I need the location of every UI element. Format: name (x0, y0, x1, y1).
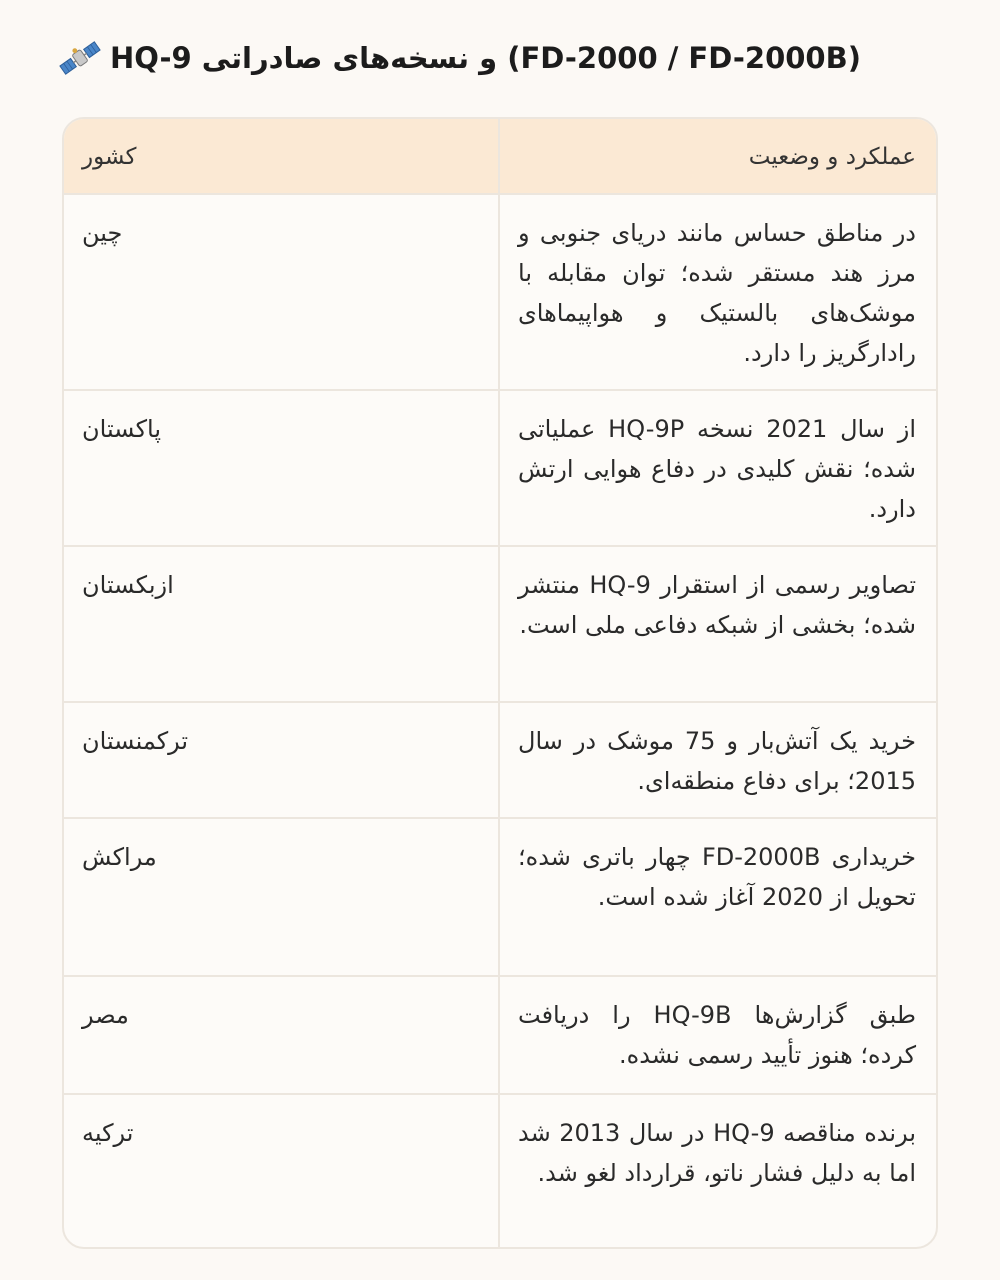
table-row (64, 391, 936, 547)
table-row (64, 977, 936, 1095)
country-cell: ترکمنستان (64, 703, 500, 817)
header-country: کشور (64, 119, 500, 193)
page-title (58, 36, 861, 80)
country-cell: مراکش (64, 819, 500, 975)
status-cell: خرید یک آتش‌بار و 75 موشک در سال 2015؛ برای دفاع منطقه‌ای. (518, 727, 916, 795)
table-header-row (64, 119, 936, 195)
status-cell: از سال 2021 نسخه HQ-9P عملیاتی شده؛ نقش کلیدی در دفاع هوایی ارتش دارد. (518, 415, 916, 523)
table-row (64, 547, 936, 703)
table-row (64, 703, 936, 819)
header-status: عملکرد و وضعیت (748, 144, 916, 170)
country-cell: پاکستان (64, 391, 500, 545)
country-cell: ترکیه (64, 1095, 500, 1247)
title-text: HQ-9 و نسخه‌های صادراتی (FD-2000 / FD-2000B) (110, 41, 861, 75)
table-row (64, 819, 936, 977)
export-table (62, 117, 938, 1249)
status-cell: طبق گزارش‌ها HQ-9B را دریافت کرده؛ هنوز تأیید رسمی نشده. (518, 1001, 917, 1069)
table-row (64, 1095, 936, 1247)
satellite-icon (58, 40, 102, 76)
table-row (64, 195, 936, 391)
country-cell: چین (64, 195, 500, 389)
status-cell: تصاویر رسمی از استقرار HQ-9 منتشر شده؛ بخشی از شبکه دفاعی ملی است. (518, 571, 917, 639)
status-cell: خریداری FD-2000B چهار باتری شده؛ تحویل از 2020 آغاز شده است. (518, 843, 917, 911)
status-cell: در مناطق حساس مانند دریای جنوبی و مرز هند مستقر شده؛ توان مقابله با موشک‌های بالستیک و هواپیماهای رادارگریز را دارد. (518, 219, 916, 367)
country-cell: ازبکستان (64, 547, 500, 701)
country-cell: مصر (64, 977, 500, 1093)
status-cell: برنده مناقصه HQ-9 در سال 2013 شد اما به دلیل فشار ناتو، قرارداد لغو شد. (518, 1119, 917, 1187)
